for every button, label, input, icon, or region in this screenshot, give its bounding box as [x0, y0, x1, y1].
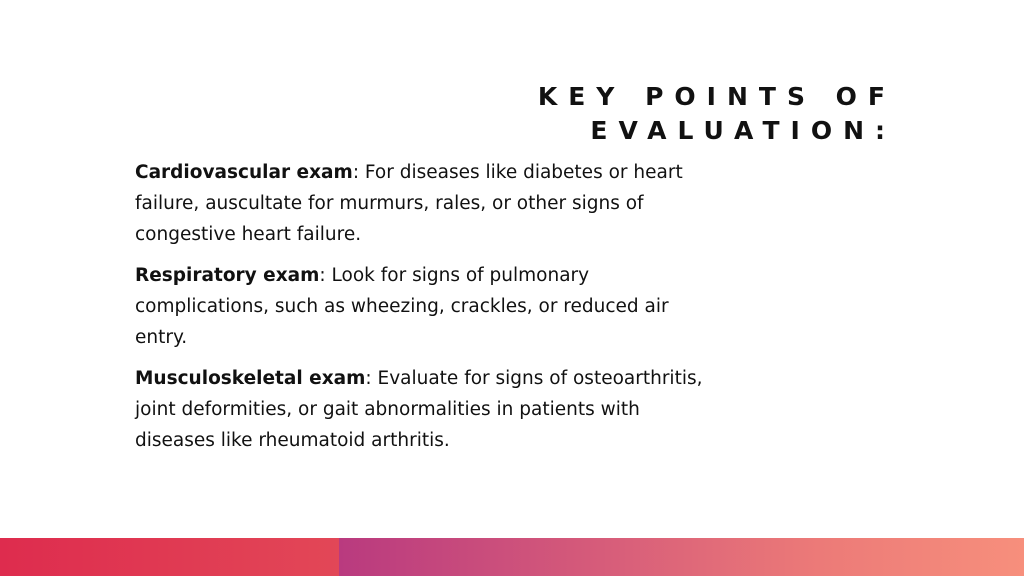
footer-bar-left-segment [0, 538, 339, 576]
footer-gradient-bar [0, 538, 1024, 576]
paragraph-text: : Look for signs of pulmonary complications, such as wheezing, crackles, or reduced air entry. [135, 265, 669, 348]
paragraph-text: : For diseases like diabetes or heart failure, auscultate for murmurs, rales, or other signs of congestive heart failure. [135, 162, 683, 245]
footer-bar-right-segment [339, 538, 1024, 576]
paragraph-term: Musculoskeletal exam [135, 368, 366, 389]
paragraph-cardiovascular [135, 157, 720, 250]
paragraph-term: Cardiovascular exam [135, 162, 353, 183]
paragraph-text: : Evaluate for signs of osteoarthritis, joint deformities, or gait abnormalities in patients with diseases like rheumatoid arthritis. [135, 368, 703, 451]
paragraph-respiratory [135, 260, 720, 353]
slide-title: KEY POINTS OF EVALUATION: [537, 82, 896, 145]
paragraph-term: Respiratory exam [135, 265, 320, 286]
paragraph-musculoskeletal [135, 363, 720, 456]
slide-body [135, 157, 720, 466]
